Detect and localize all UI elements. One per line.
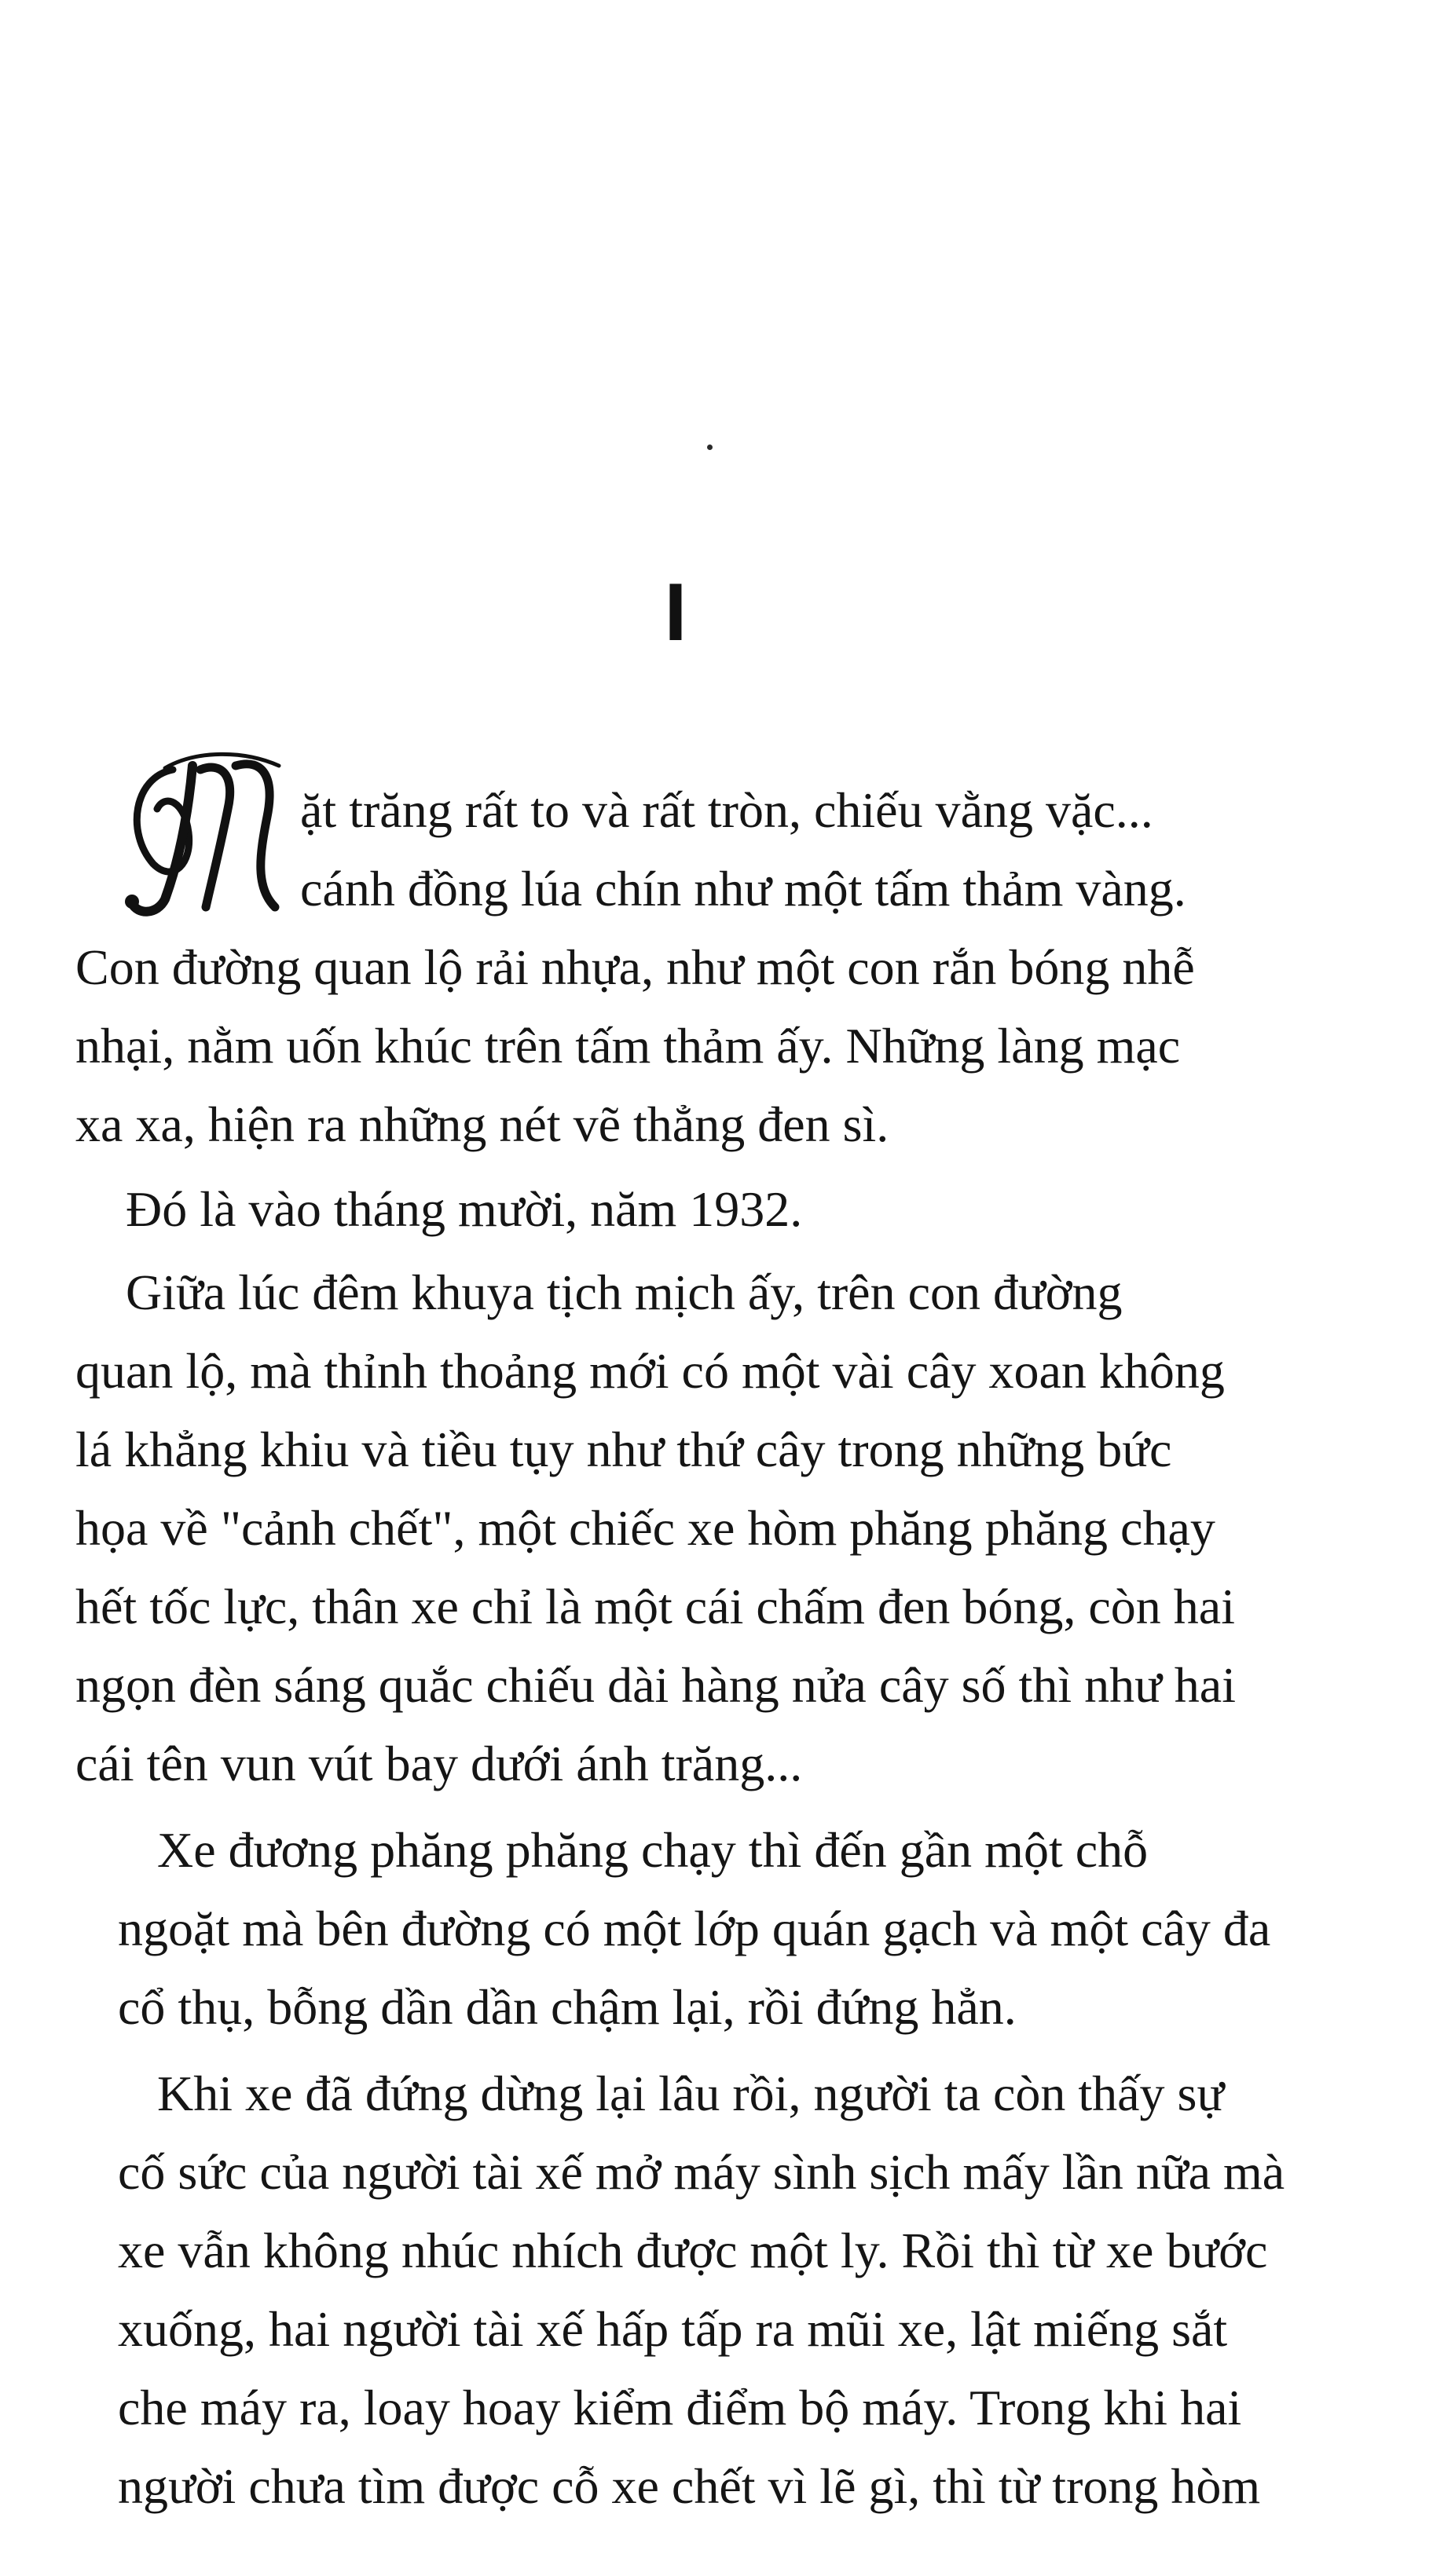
text-line: cái tên vun vút bay dưới ánh trăng...: [75, 1736, 803, 1791]
text-line: họa về "cảnh chết", một chiếc xe hòm phăng phăng chạy: [75, 1500, 1215, 1556]
text-line: ngọn đèn sáng quắc chiếu dài hàng nửa cây số thì như hai: [75, 1657, 1236, 1713]
text-line: người chưa tìm được cỗ xe chết vì lẽ gì, thì từ trong hòm: [118, 2458, 1261, 2514]
text-line: cổ thụ, bỗng dần dần chậm lại, rồi đứng hẳn.: [118, 1979, 1017, 2035]
text-line: Khi xe đã đứng dừng lại lâu rồi, người ta còn thấy sự: [157, 2066, 1225, 2121]
text-line: che máy ra, loay hoay kiểm điểm bộ máy. Trong khi hai: [118, 2380, 1242, 2435]
drop-cap-flourish: [118, 746, 306, 935]
print-speck: [707, 445, 713, 450]
text-line: Con đường quan lộ rải nhựa, như một con rắn bóng nhễ: [75, 939, 1195, 995]
text-line: cố sức của người tài xế mở máy sình sịch mấy lần nữa mà: [118, 2144, 1285, 2200]
text-line: lá khẳng khiu và tiều tụy như thứ cây trong những bức: [75, 1422, 1172, 1477]
drop-cap: [118, 746, 299, 927]
text-line: quan lộ, mà thỉnh thoảng mới có một vài cây xoan không: [75, 1343, 1225, 1399]
text-line: ặt trăng rất to và rất tròn, chiếu vằng vặc...: [300, 782, 1153, 838]
text-line: hết tốc lực, thân xe chỉ là một cái chấm đen bóng, còn hai: [75, 1579, 1235, 1634]
text-line: cánh đồng lúa chín như một tấm thảm vàng.: [300, 861, 1186, 917]
chapter-number: I: [664, 567, 687, 658]
text-line: Xe đương phăng phăng chạy thì đến gần một chỗ: [157, 1822, 1149, 1878]
text-line: xuống, hai người tài xế hấp tấp ra mũi xe, lật miếng sắt: [118, 2301, 1228, 2357]
text-line: Giữa lúc đêm khuya tịch mịch ấy, trên con đường: [126, 1264, 1123, 1320]
text-line: Đó là vào tháng mười, năm 1932.: [126, 1181, 803, 1237]
text-line: xe vẫn không nhúc nhích được một ly. Rồi thì từ xe bước: [118, 2223, 1268, 2278]
text-line: xa xa, hiện ra những nét vẽ thẳng đen sì.: [75, 1096, 889, 1152]
text-line: ngoặt mà bên đường có một lớp quán gạch và một cây đa: [118, 1901, 1271, 1956]
text-line: nhại, nằm uốn khúc trên tấm thảm ấy. Những làng mạc: [75, 1018, 1181, 1074]
